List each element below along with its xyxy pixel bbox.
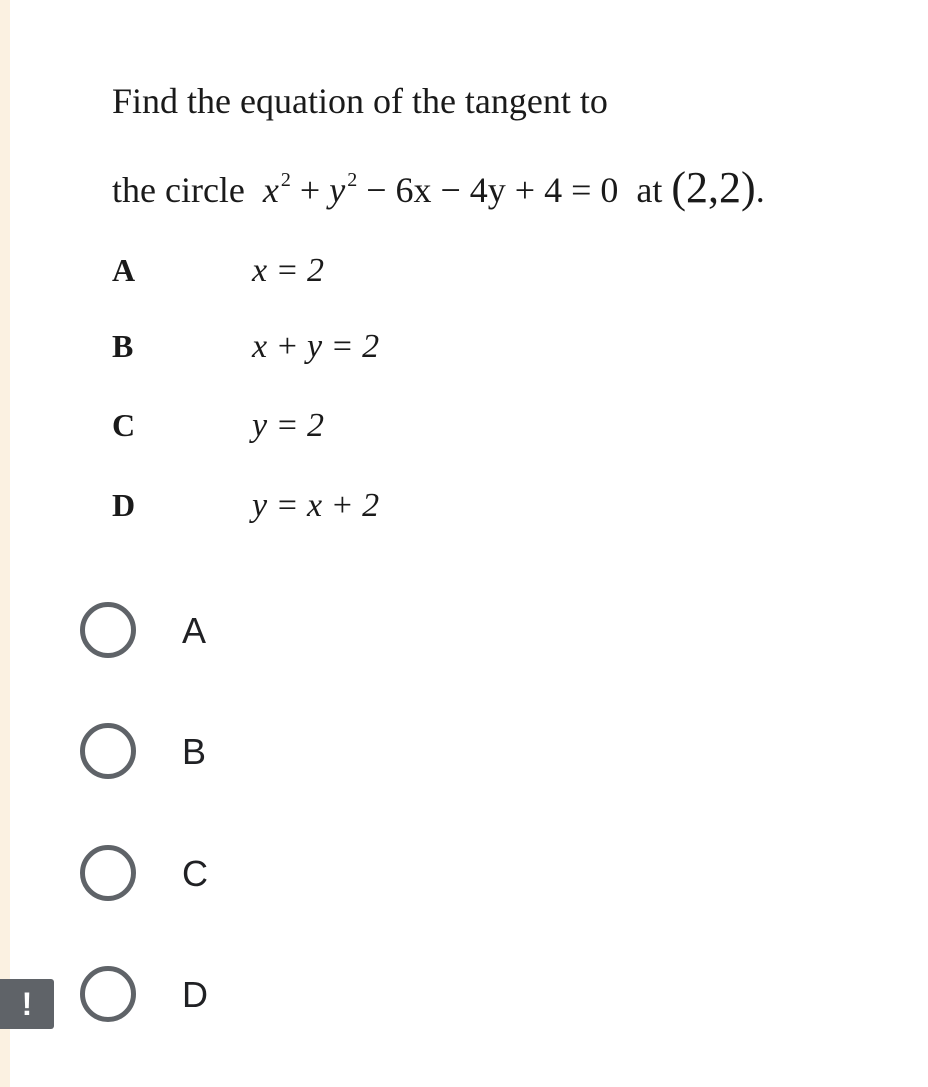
radio-button-a[interactable]	[80, 602, 136, 658]
choice-letter: D	[112, 487, 136, 523]
exclamation-icon[interactable]: !	[0, 979, 54, 1029]
choice-expression: y = x + 2	[252, 487, 380, 524]
radio-button-b[interactable]	[80, 723, 136, 779]
option-d[interactable]	[80, 966, 480, 1030]
option-label-a: A	[182, 610, 207, 651]
question-text-line2	[112, 162, 765, 213]
point: (2,2)	[671, 163, 756, 212]
circle-equation: x $^2$ + y $^2$ − 6x − 4y + 4 = 0	[262, 169, 619, 210]
question-text-line1: Find the equation of the tangent to	[112, 81, 608, 121]
choice-letter: B	[112, 328, 134, 364]
choice-expression: x = 2	[252, 252, 325, 289]
choice-letter: A	[112, 252, 136, 288]
option-a[interactable]	[80, 602, 480, 666]
question-prefix: the circle	[112, 170, 245, 210]
at-word: at	[636, 170, 663, 210]
option-c[interactable]	[80, 845, 480, 909]
radio-button-d[interactable]	[80, 966, 136, 1022]
option-label-b: B	[182, 731, 207, 772]
choice-letter: C	[112, 407, 136, 443]
radio-button-c[interactable]	[80, 845, 136, 901]
option-b[interactable]	[80, 723, 480, 787]
choice-expression: x + y = 2	[252, 328, 380, 365]
period: .	[755, 170, 765, 210]
choice-expression: y = 2	[252, 407, 325, 444]
option-label-c: C	[182, 853, 208, 894]
option-label-d: D	[182, 974, 208, 1015]
